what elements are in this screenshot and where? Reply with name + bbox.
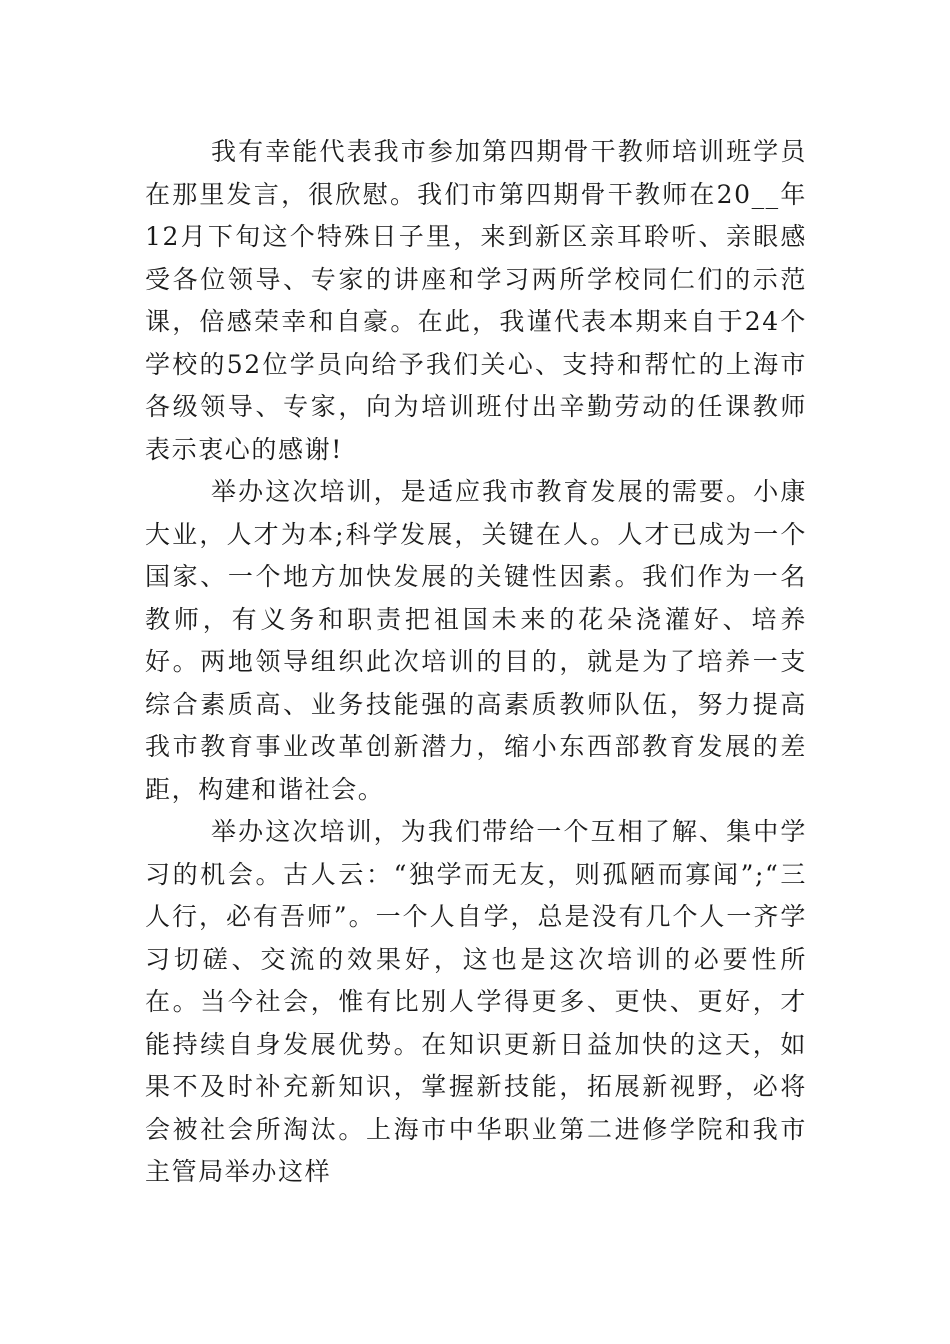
paragraph-3: 举办这次培训，为我们带给一个互相了解、集中学习的机会。古人云：“独学而无友，则孤陋而寡闻”;“三人行，必有吾师”。一个人自学，总是没有几个人一齐学习切磋、交流的效果好，这也是这次培训的必要性所在。当今社会，惟有比别人学得更多、更快、更好，才能持续自身发展优势。在知识更新日益加快的这天，如果不及时补充新知识，掌握新技能，拓展新视野，必将会被社会所淘汰。上海市中华职业第二进修学院和我市主管局举办这样 bbox=[145, 817, 807, 1186]
document-body bbox=[145, 131, 807, 1194]
paragraph-1: 我有幸能代表我市参加第四期骨干教师培训班学员在那里发言，很欣慰。我们市第四期骨干教师在20__年12月下旬这个特殊日子里，来到新区亲耳聆听、亲眼感受各位领导、专家的讲座和学习两所学校同仁们的示范课，倍感荣幸和自豪。在此，我谨代表本期来自于24个学校的52位学员向给予我们关心、支持和帮忙的上海市各级领导、专家，向为培训班付出辛勤劳动的任课教师表示衷心的感谢! bbox=[145, 137, 807, 464]
paragraph-2: 举办这次培训，是适应我市教育发展的需要。小康大业，人才为本;科学发展，关键在人。人才已成为一个国家、一个地方加快发展的关键性因素。我们作为一名教师，有义务和职责把祖国未来的花朵浇灌好、培养好。两地领导组织此次培训的目的，就是为了培养一支综合素质高、业务技能强的高素质教师队伍，努力提高我市教育事业改革创新潜力，缩小东西部教育发展的差距，构建和谐社会。 bbox=[145, 477, 807, 804]
